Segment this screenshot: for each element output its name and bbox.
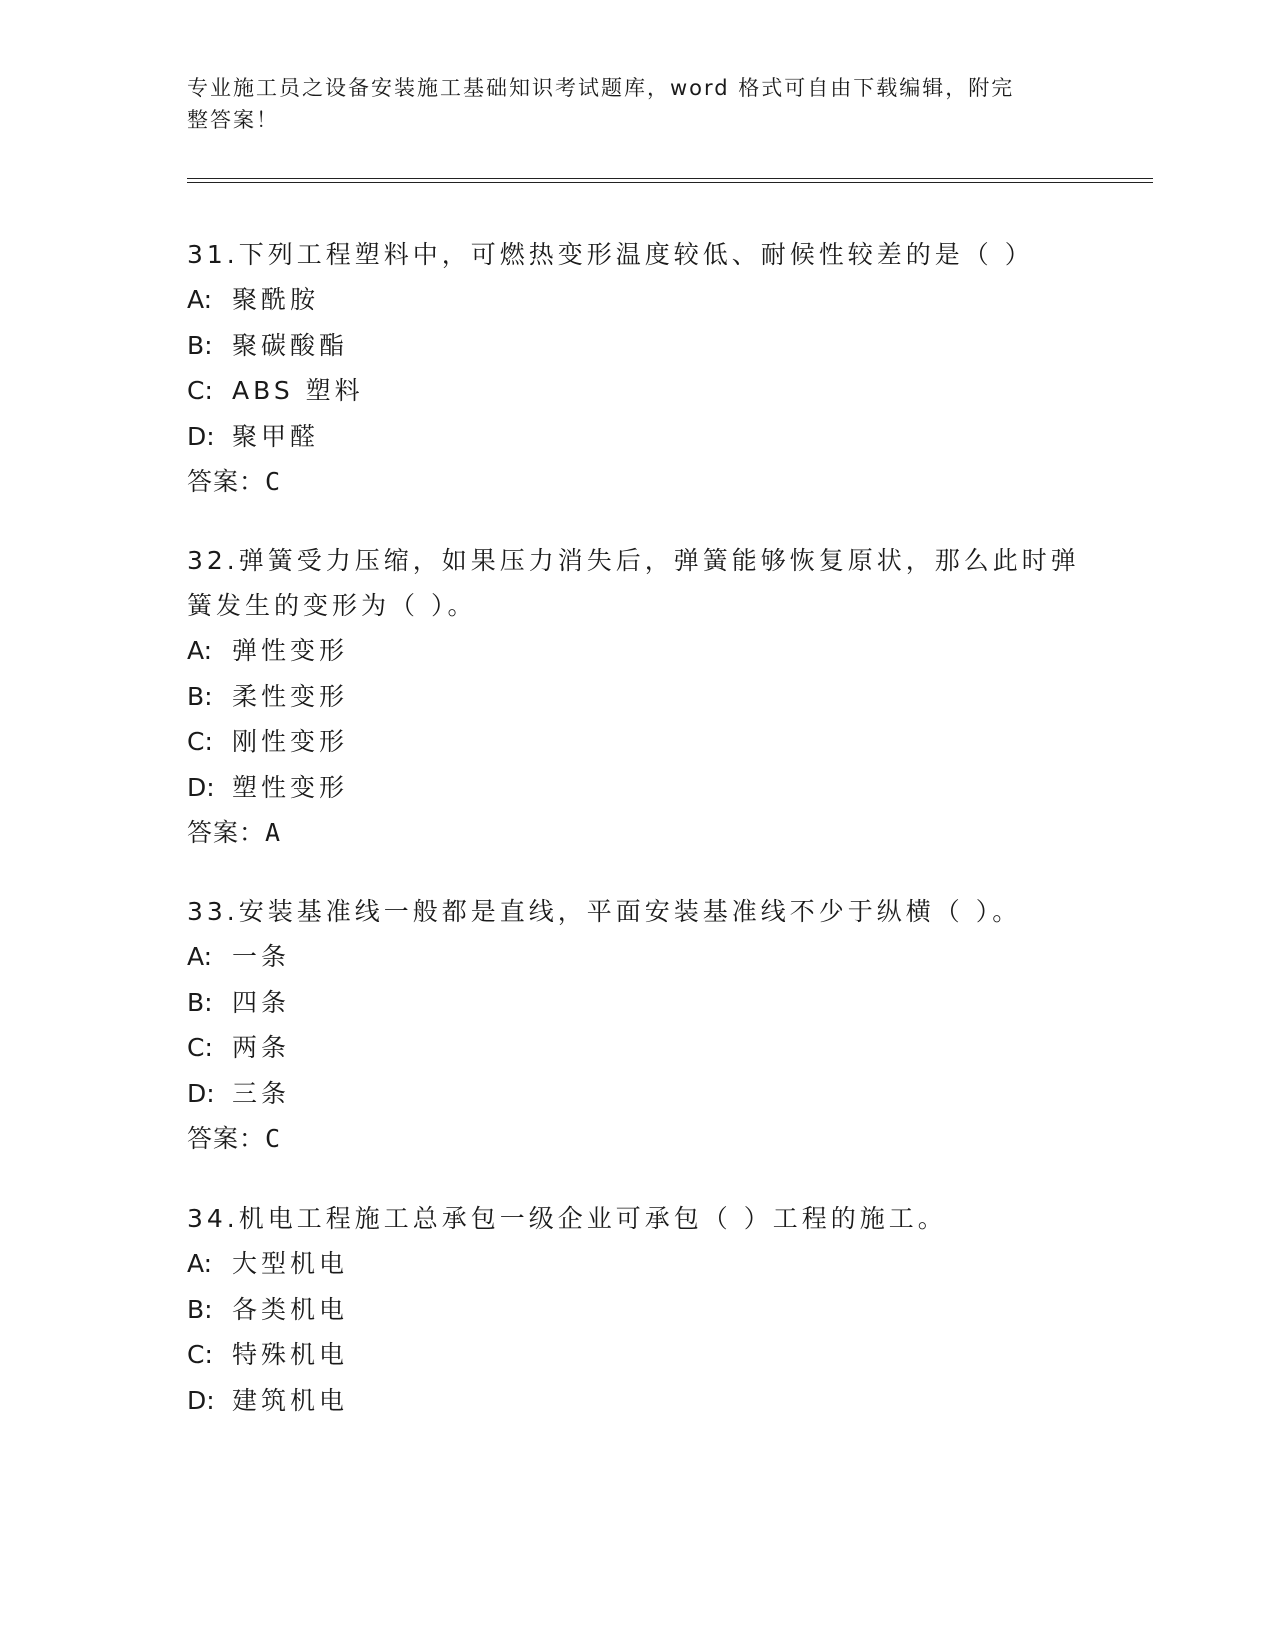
question-34 (187, 1196, 1087, 1423)
option-key: B: (187, 681, 213, 711)
option-key: C: (187, 1340, 213, 1369)
answer-line (187, 810, 1087, 855)
option-c (187, 719, 1087, 765)
option-a (187, 934, 1087, 980)
option-text: 建筑机电 (232, 1385, 349, 1415)
option-text: 三条 (232, 1078, 291, 1108)
option-text: 柔性变形 (232, 681, 349, 711)
header-line-2: 整答案！ (187, 108, 279, 132)
option-c (187, 1025, 1087, 1071)
option-d (187, 1378, 1087, 1424)
answer-line (187, 459, 1087, 504)
question-31 (187, 232, 1087, 504)
option-key: C: (187, 1033, 213, 1062)
option-key: C: (187, 376, 213, 405)
question-33 (187, 889, 1087, 1161)
option-a (187, 1241, 1087, 1287)
option-text: 塑性变形 (232, 772, 349, 802)
option-key: D: (187, 1078, 215, 1108)
option-text: 弹性变形 (232, 636, 349, 665)
option-a (187, 277, 1087, 323)
option-c (187, 1332, 1087, 1378)
option-text: 四条 (232, 987, 291, 1017)
option-text: 大型机电 (232, 1249, 349, 1278)
option-b (187, 980, 1087, 1026)
option-text: 聚碳酸酯 (232, 330, 349, 360)
option-text: 一条 (232, 942, 291, 971)
option-d (187, 414, 1087, 460)
header-line-1: 专业施工员之设备安装施工基础知识考试题库，word 格式可自由下载编辑，附完 (187, 76, 1015, 100)
option-text: 聚酰胺 (232, 285, 320, 314)
option-text: ABS 塑料 (232, 376, 364, 405)
option-key: A: (187, 942, 213, 971)
question-32 (187, 538, 1087, 855)
option-key: A: (187, 636, 213, 665)
option-d (187, 1071, 1087, 1117)
option-text: 聚甲醛 (232, 421, 320, 451)
answer-label: 答案： (187, 1124, 266, 1153)
option-key: D: (187, 1385, 215, 1415)
option-b (187, 323, 1087, 369)
question-stem: 31.下列工程塑料中，可燃热变形温度较低、耐候性较差的是（ ） (187, 240, 1034, 269)
option-key: A: (187, 285, 213, 314)
header-divider-top (187, 178, 1153, 179)
option-key: A: (187, 1249, 213, 1278)
answer-label: 答案： (187, 818, 266, 847)
answer-value: A (265, 818, 282, 847)
question-stem: 33.安装基准线一般都是直线，平面安装基准线不少于纵横（ ）。 (187, 897, 1022, 926)
option-key: B: (187, 987, 213, 1017)
option-text: 特殊机电 (232, 1340, 349, 1369)
answer-line (187, 1116, 1087, 1161)
option-text: 两条 (232, 1033, 291, 1062)
option-key: C: (187, 727, 213, 756)
option-b (187, 1287, 1087, 1333)
question-stem: 34.机电工程施工总承包一级企业可承包（ ）工程的施工。 (187, 1204, 947, 1233)
option-key: D: (187, 772, 215, 802)
answer-value: C (265, 1124, 282, 1153)
option-a (187, 628, 1087, 674)
option-b (187, 674, 1087, 720)
option-key: B: (187, 330, 213, 360)
option-text: 刚性变形 (232, 727, 349, 756)
question-stem: 32.弹簧受力压缩，如果压力消失后，弹簧能够恢复原状，那么此时弹簧发生的变形为（ ）。 (187, 546, 1080, 620)
answer-value: C (265, 467, 282, 496)
option-key: D: (187, 421, 215, 451)
option-d (187, 765, 1087, 811)
option-c (187, 368, 1087, 414)
document-header (187, 72, 1087, 136)
answer-label: 答案： (187, 467, 266, 496)
header-divider-bottom (187, 182, 1153, 183)
option-text: 各类机电 (232, 1294, 349, 1324)
option-key: B: (187, 1294, 213, 1324)
